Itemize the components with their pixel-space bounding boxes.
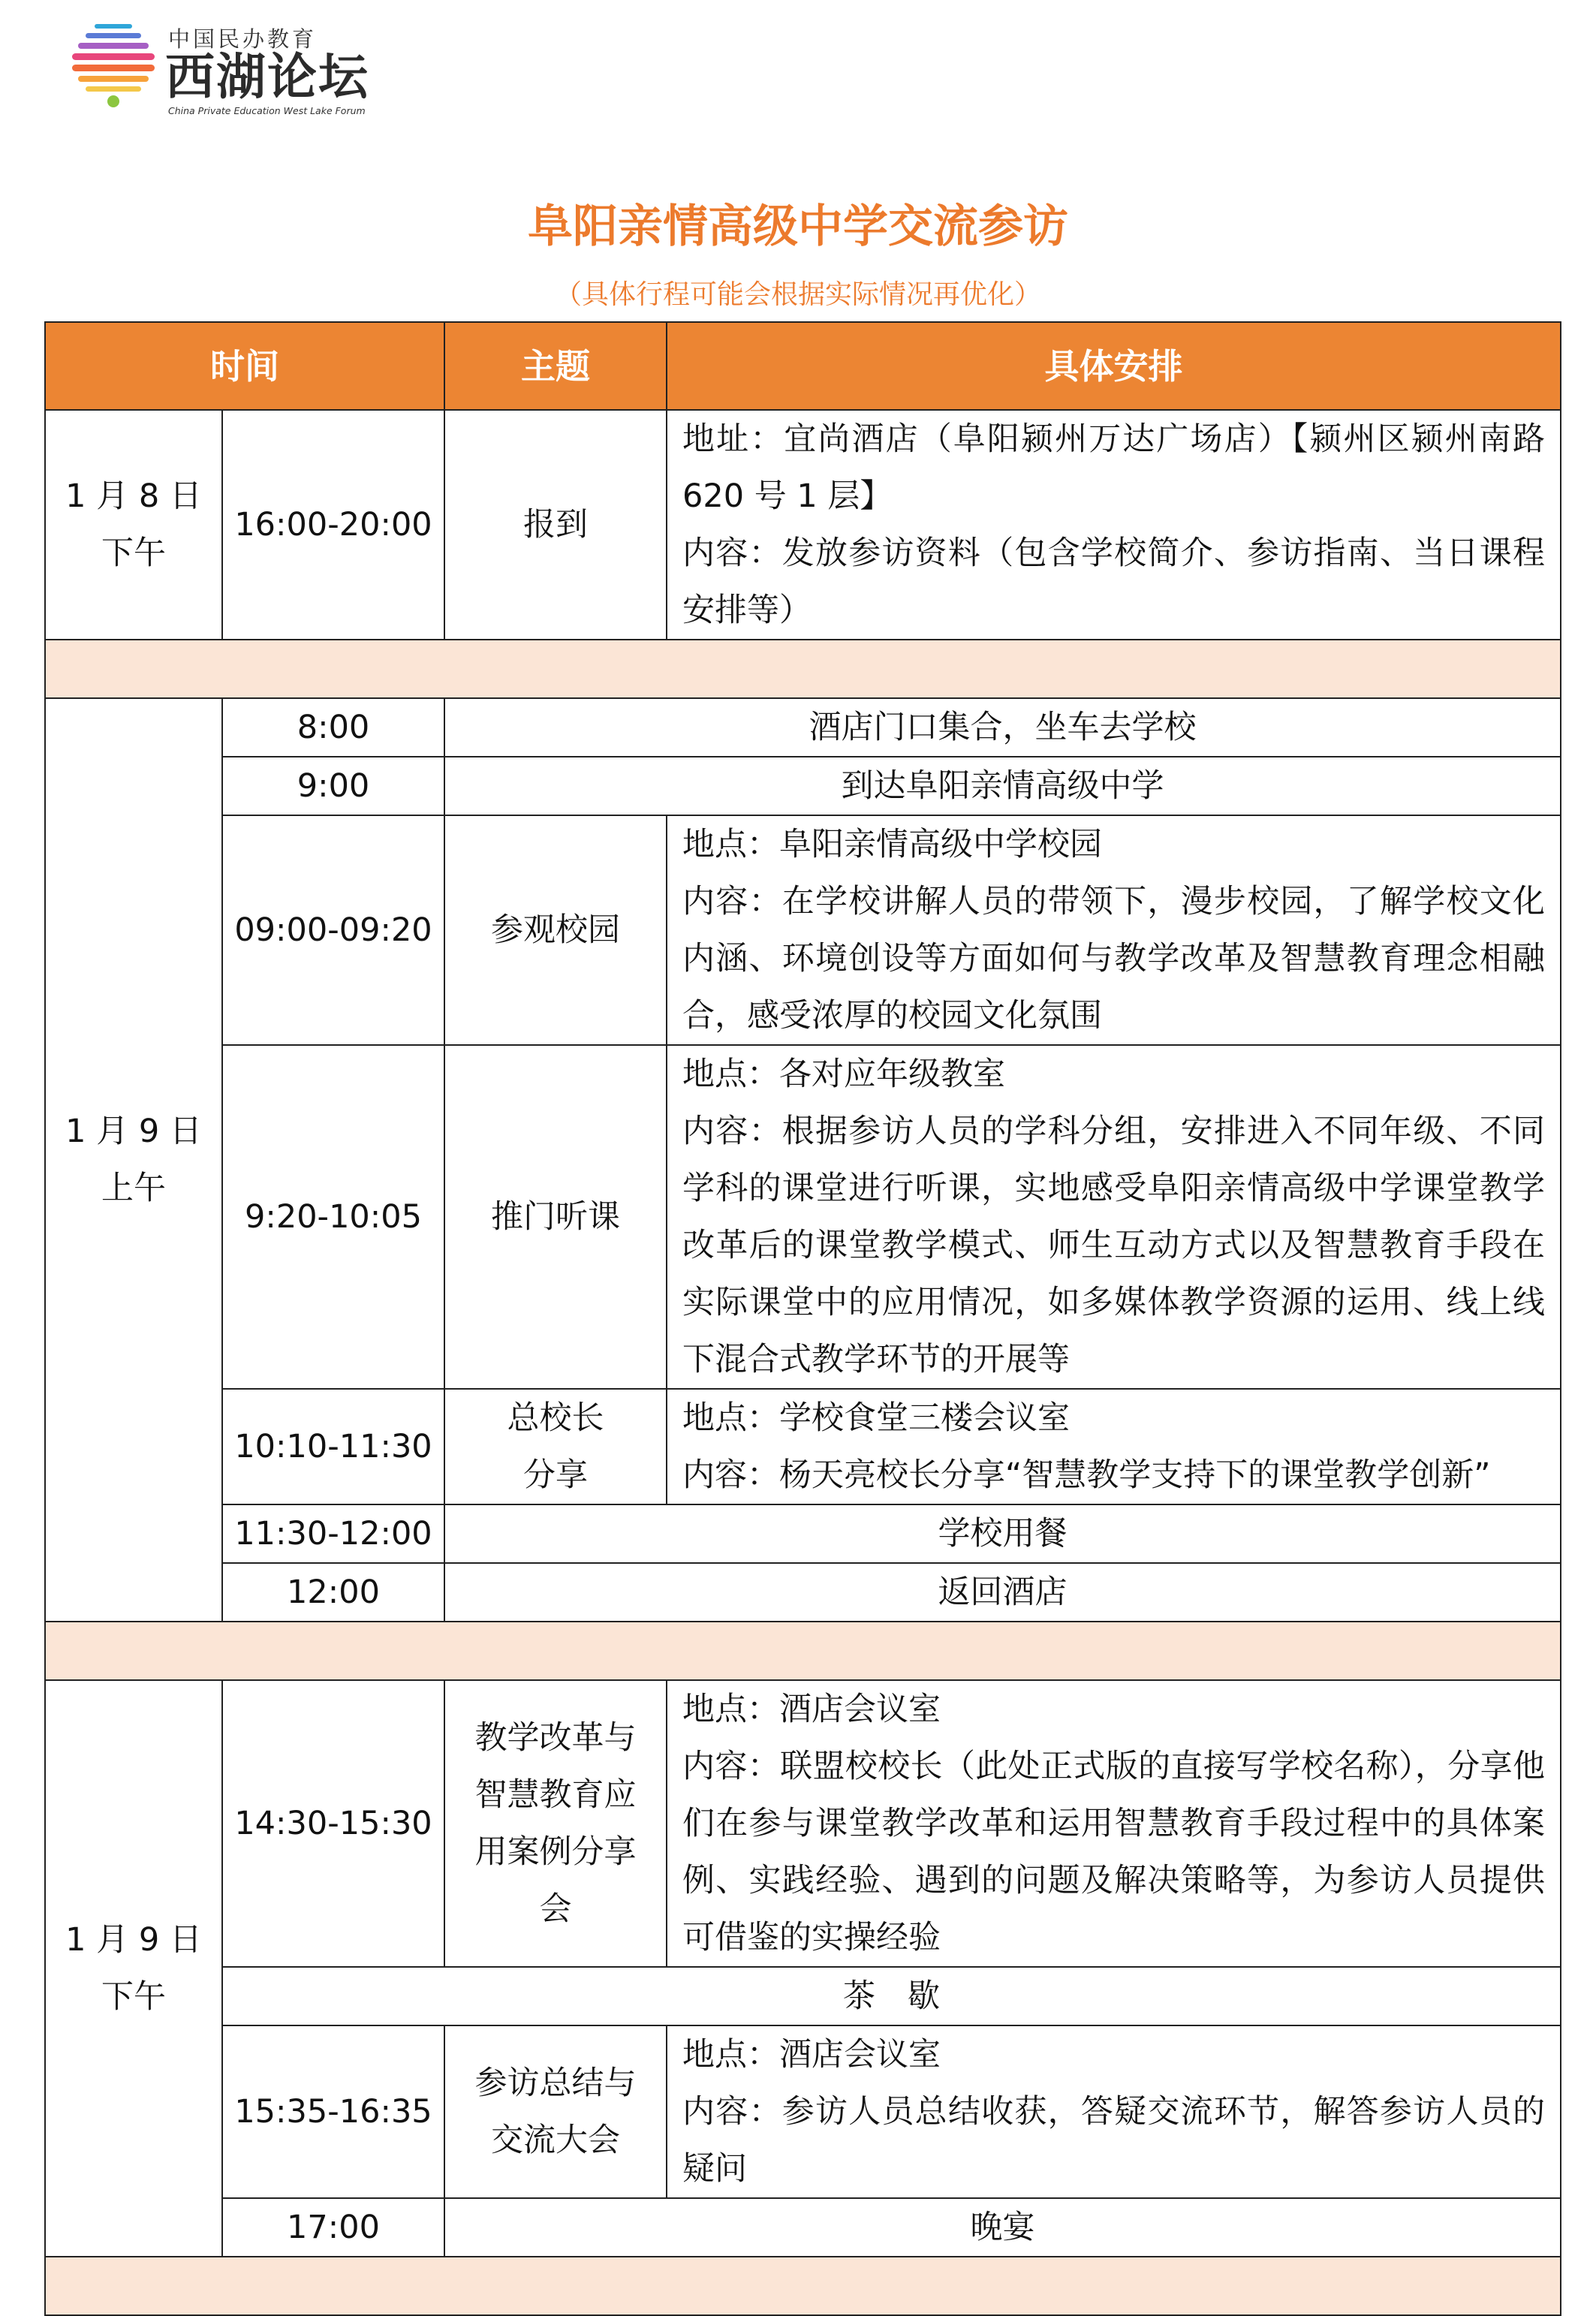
time-cell: 09:00-09:20	[222, 815, 444, 1045]
date-text: 1 月 9 日	[65, 1113, 202, 1150]
time-cell: 17:00	[222, 2198, 444, 2257]
topic-line: 总校长	[507, 1399, 604, 1437]
table-row	[45, 1680, 1561, 1967]
page-subtitle: （具体行程可能会根据实际情况再优化）	[554, 279, 1041, 310]
separator-row	[45, 2257, 1561, 2315]
time-cell: 8:00	[222, 698, 444, 757]
table-row	[45, 1967, 1561, 2025]
merged-cell: 返回酒店	[444, 1563, 1561, 1622]
date-cell	[45, 698, 222, 1622]
table-row	[45, 1563, 1561, 1622]
separator-row	[45, 1622, 1561, 1680]
detail-content: 内容：在学校讲解人员的带领下，漫步校园，了解学校文化内涵、环境创设等方面如何与教学改革及智慧教育理念相融合，感受浓厚的校园文化氛围	[682, 883, 1545, 1035]
merged-cell: 酒店门口集合，坐车去学校	[444, 698, 1561, 757]
date-cell	[45, 1680, 222, 2257]
forum-logo	[66, 18, 396, 116]
time-cell: 9:00	[222, 757, 444, 815]
time-cell: 9:20-10:05	[222, 1045, 444, 1389]
detail-cell	[667, 410, 1561, 640]
topic-cell: 报到	[444, 410, 667, 640]
time-cell: 12:00	[222, 1563, 444, 1622]
logo-org-text: 中国民办教育	[168, 26, 318, 52]
table-row	[45, 2025, 1561, 2198]
detail-content: 内容：根据参访人员的学科分组，安排进入不同年级、不同学科的课堂进行听课，实地感受阜阳亲情高级中学课堂教学改革后的课堂教学模式、师生互动方式以及智慧教育手段在实际课堂中的应用情况，如多媒体教学资源的运用、线上线下混合式教学环节的开展等	[682, 1113, 1545, 1378]
topic-text: 参访总结与交流大会	[474, 2065, 637, 2159]
table-row	[45, 1504, 1561, 1563]
table-row	[45, 2198, 1561, 2257]
table-row	[45, 1045, 1561, 1389]
period-text: 上午	[101, 1170, 166, 1207]
detail-content: 内容：杨天亮校长分享“智慧教学支持下的课堂教学创新”	[682, 1456, 1491, 1494]
detail-cell	[667, 815, 1561, 1045]
table-row	[45, 1389, 1561, 1504]
logo-name-text: 西湖论坛	[165, 48, 369, 106]
schedule-table	[44, 321, 1561, 2316]
detail-content: 内容：发放参访资料（包含学校简介、参访指南、当日课程安排等）	[682, 535, 1545, 629]
detail-address: 地址：宜尚酒店（阜阳颍州万达广场店）【颍州区颍州南路 620 号 1 层】	[682, 420, 1545, 515]
topic-cell: 推门听课	[444, 1045, 667, 1389]
table-row	[45, 698, 1561, 757]
detail-cell	[667, 1680, 1561, 1967]
separator-row	[45, 640, 1561, 698]
header-detail: 具体安排	[667, 322, 1561, 410]
header-time: 时间	[45, 322, 444, 410]
detail-cell	[667, 1389, 1561, 1504]
time-cell: 16:00-20:00	[222, 410, 444, 640]
time-cell: 10:10-11:30	[222, 1389, 444, 1504]
merged-cell: 晚宴	[444, 2198, 1561, 2257]
time-cell: 11:30-12:00	[222, 1504, 444, 1563]
detail-location: 地点：学校食堂三楼会议室	[682, 1399, 1070, 1437]
topic-text: 教学改革与智慧教育应用案例分享会	[474, 1719, 637, 1928]
tea-break-cell: 茶 歇	[222, 1967, 1561, 2025]
table-row	[45, 410, 1561, 640]
detail-location: 地点：各对应年级教室	[682, 1056, 1005, 1093]
table-header-row	[45, 322, 1561, 410]
period-text: 下午	[101, 1978, 166, 2016]
logo-english-text: China Private Education West Lake Forum	[168, 105, 366, 116]
topic-line: 分享	[523, 1456, 588, 1494]
detail-content: 内容：联盟校校长（此处正式版的直接写学校名称），分享他们在参与课堂教学改革和运用智慧教育手段过程中的具体案例、实践经验、遇到的问题及解决策略等，为参访人员提供可借鉴的实操经验	[682, 1748, 1545, 1956]
detail-location: 地点：酒店会议室	[682, 2036, 941, 2074]
merged-cell: 到达阜阳亲情高级中学	[444, 757, 1561, 815]
merged-cell: 学校用餐	[444, 1504, 1561, 1563]
topic-cell	[444, 1680, 667, 1967]
detail-content: 内容：参访人员总结收获，答疑交流环节，解答参访人员的疑问	[682, 2093, 1545, 2188]
period-text: 下午	[101, 535, 166, 572]
date-text: 1 月 9 日	[65, 1921, 202, 1959]
detail-location: 地点：阜阳亲情高级中学校园	[682, 826, 1102, 863]
page-title: 阜阳亲情高级中学交流参访	[528, 200, 1068, 253]
table-row	[45, 757, 1561, 815]
topic-cell: 参观校园	[444, 815, 667, 1045]
detail-cell	[667, 2025, 1561, 2198]
time-cell: 15:35-16:35	[222, 2025, 444, 2198]
header-topic: 主题	[444, 322, 667, 410]
time-cell: 14:30-15:30	[222, 1680, 444, 1967]
date-cell	[45, 410, 222, 640]
table-row	[45, 815, 1561, 1045]
topic-cell	[444, 2025, 667, 2198]
topic-cell	[444, 1389, 667, 1504]
forum-logo-icon	[66, 18, 161, 113]
detail-cell	[667, 1045, 1561, 1389]
date-text: 1 月 8 日	[65, 477, 202, 515]
detail-location: 地点：酒店会议室	[682, 1691, 941, 1728]
